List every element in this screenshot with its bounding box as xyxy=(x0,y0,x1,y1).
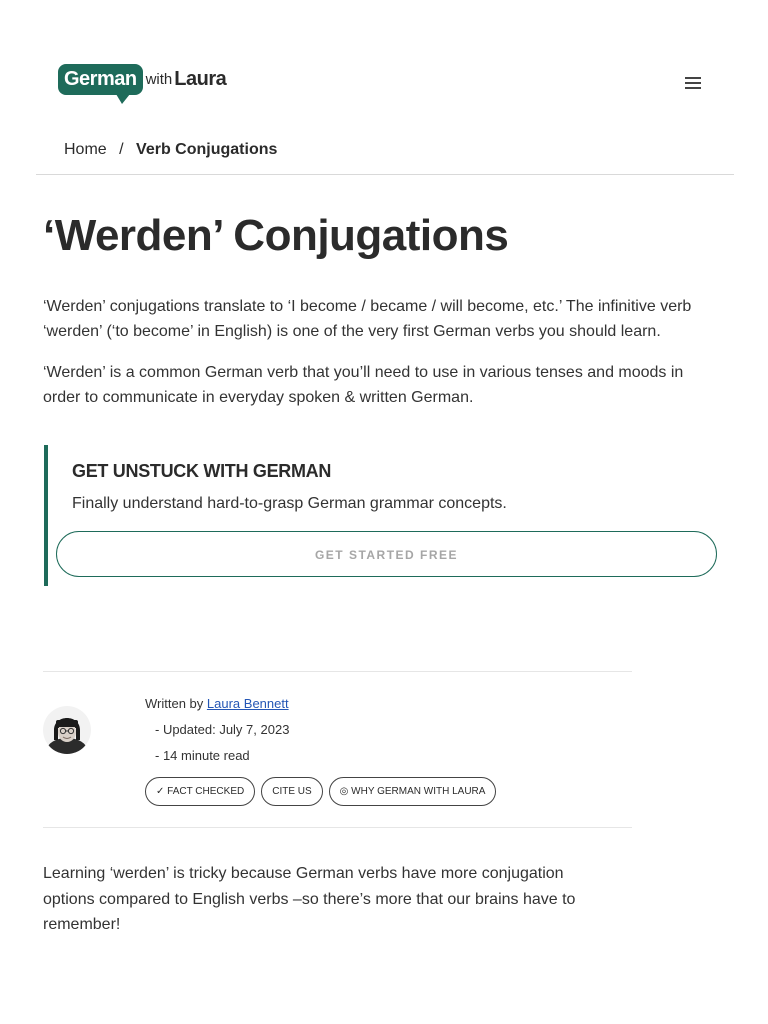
logo-with-text: with xyxy=(145,71,173,88)
author-meta xyxy=(145,695,289,773)
intro-paragraph-1: ‘Werden’ conjugations translate to ‘I become / became / will become, etc.’ The infinitive verb ‘werden’ (‘to become’ in English) is one of the very first German verbs you should learn. xyxy=(43,298,692,340)
breadcrumb-home-link[interactable]: Home xyxy=(64,141,107,158)
get-started-free-button[interactable]: GET STARTED FREE xyxy=(56,531,717,577)
page-title: ‘Werden’ Conjugations xyxy=(43,211,509,260)
written-by-label: Written by xyxy=(145,696,204,711)
breadcrumb-separator: / xyxy=(119,141,124,158)
header-divider xyxy=(36,174,734,175)
cta-subtitle: Finally understand hard-to-grasp German grammar concepts. xyxy=(72,495,507,512)
author-avatar xyxy=(43,706,91,754)
cite-us-badge[interactable]: CITE US xyxy=(261,777,322,806)
site-logo[interactable] xyxy=(58,64,226,95)
intro-paragraph-2: ‘Werden’ is a common German verb that you’ll need to use in various tenses and moods in order to communicate in everyday spoken & written German. xyxy=(43,364,684,406)
intro-section xyxy=(43,294,723,426)
site-header xyxy=(0,0,768,130)
body-paragraph-1: Learning ‘werden’ is tricky because German verbs have more conjugation options compared to English verbs –so there’s more that our brains have to remember! xyxy=(43,865,576,933)
breadcrumb-current: Verb Conjugations xyxy=(136,141,278,158)
breadcrumb xyxy=(64,141,277,159)
cta-title: GET UNSTUCK WITH GERMAN xyxy=(72,461,332,481)
author-divider-bottom xyxy=(43,827,632,828)
written-by-row xyxy=(145,695,289,721)
fact-checked-badge[interactable]: ✓ FACT CHECKED xyxy=(145,777,255,806)
logo-laura-text: Laura xyxy=(174,68,227,90)
read-time: - 14 minute read xyxy=(155,748,250,763)
why-german-with-laura-badge[interactable]: ◎ WHY GERMAN WITH LAURA xyxy=(329,777,497,806)
author-divider-top xyxy=(43,671,632,672)
logo-speech-bubble: German xyxy=(58,64,143,95)
hamburger-menu-icon[interactable] xyxy=(685,75,703,91)
author-avatar-image xyxy=(43,706,91,754)
article-body xyxy=(43,861,613,938)
cta-box xyxy=(44,445,728,586)
author-badges xyxy=(145,777,496,806)
author-name-link[interactable]: Laura Bennett xyxy=(206,696,289,711)
updated-date: - Updated: July 7, 2023 xyxy=(155,722,290,737)
